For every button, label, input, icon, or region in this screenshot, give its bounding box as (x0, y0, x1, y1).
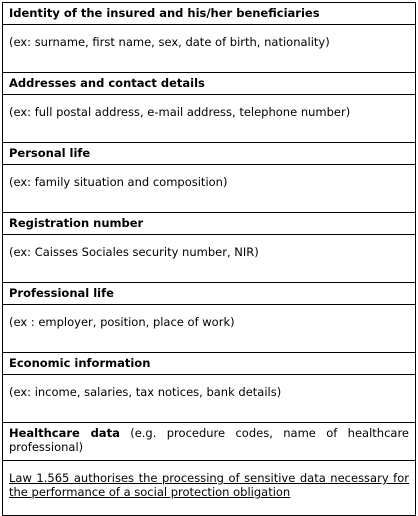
category-row-economic (3, 353, 416, 375)
category-title: Personal life (3, 143, 416, 165)
category-title: Economic information (3, 353, 416, 375)
category-row-identity (3, 3, 416, 25)
healthcare-description: (e.g. procedure codes, name of healthcare professional) (9, 426, 409, 454)
category-desc-row-identity (3, 25, 416, 73)
category-row-registration (3, 213, 416, 235)
data-categories-table (2, 2, 416, 516)
category-desc-row-addresses (3, 95, 416, 143)
category-title: Identity of the insured and his/her beneficiaries (3, 3, 416, 25)
healthcare-title: Healthcare data (9, 426, 120, 440)
category-row-addresses (3, 73, 416, 95)
category-row-personal-life (3, 143, 416, 165)
healthcare-cell (3, 423, 416, 461)
healthcare-law-cell (3, 461, 416, 516)
category-description: (ex: full postal address, e-mail address, telephone number) (3, 95, 416, 143)
healthcare-law-note: Law 1.565 authorises the processing of sensitive data necessary for the performance of a social protection obligation (9, 471, 409, 499)
category-desc-row-economic (3, 375, 416, 423)
category-title: Registration number (3, 213, 416, 235)
category-row-professional-life (3, 283, 416, 305)
category-desc-row-personal-life (3, 165, 416, 213)
category-desc-row-professional-life (3, 305, 416, 353)
category-description: (ex: Caisses Sociales security number, NIR) (3, 235, 416, 283)
category-description: (ex: income, salaries, tax notices, bank details) (3, 375, 416, 423)
category-title: Addresses and contact details (3, 73, 416, 95)
category-description: (ex: family situation and composition) (3, 165, 416, 213)
category-law-row-healthcare (3, 461, 416, 516)
category-row-healthcare (3, 423, 416, 461)
category-desc-row-registration (3, 235, 416, 283)
category-description: (ex: surname, first name, sex, date of birth, nationality) (3, 25, 416, 73)
category-title: Professional life (3, 283, 416, 305)
category-description: (ex : employer, position, place of work) (3, 305, 416, 353)
